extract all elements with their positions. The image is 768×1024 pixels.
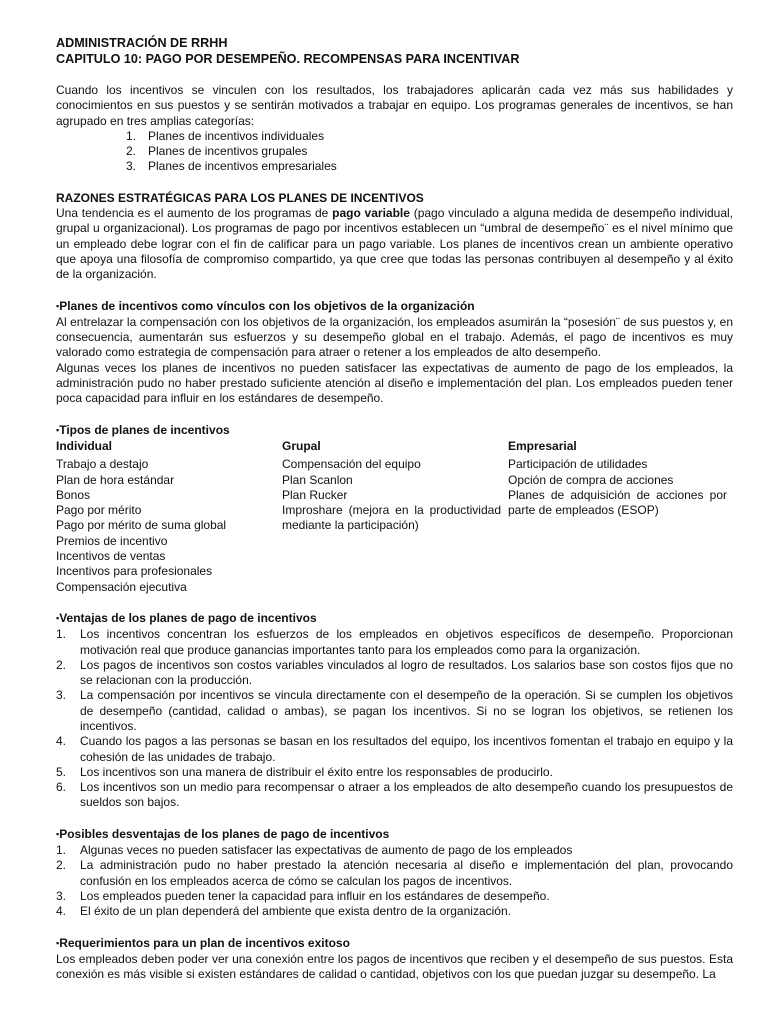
list-item: Incentivos para profesionales bbox=[56, 564, 213, 579]
pago-variable-term: pago variable bbox=[332, 206, 410, 221]
list-item: 3. Los empleados pueden tener la capacidad para influir en los estándares de desempeño. bbox=[56, 888, 550, 903]
vinculos-paragraph-2: Algunas veces los planes de incentivos no pueden satisfacer las expectativas de aumento de pago de los empleados, la administración pudo no haber prestado suficiente atención al diseño e implementación del plan. Los empleados pueden tener poca capacidad para influir en los estándares de desempeño. bbox=[56, 360, 733, 406]
list-item: Incentivos de ventas bbox=[56, 549, 166, 564]
bullet-icon: ▪ bbox=[56, 828, 60, 839]
intro-paragraph: Cuando los incentivos se vinculen con los resultados, los trabajadores aplicarán cada vez más sus habilidades y conocimientos en sus puestos y se sentirán motivados a trabajar en equipo. Los programas generales de incentivos, se han agrupado en tres amplias categorías: bbox=[56, 83, 733, 128]
list-item: 2. Planes de incentivos grupales bbox=[126, 144, 308, 159]
list-item: Pago por mérito bbox=[56, 503, 142, 518]
section-heading-vinculos: ▪Planes de incentivos como vínculos con los objetivos de la organización bbox=[56, 298, 475, 313]
list-item: Improshare (mejora en la productividad mediante la participación) bbox=[282, 503, 501, 533]
requerimientos-paragraph: Los empleados deben poder ver una conexión entre los pagos de incentivos que reciben y el desempeño de sus puestos. Esta conexión es más visible si existen estándares de calidad o cantidad, objetivos con los que puedan juzgar su desempeño. La bbox=[56, 951, 733, 982]
column-individual bbox=[56, 439, 281, 595]
list-item: Bonos bbox=[56, 487, 91, 502]
desventajas-list bbox=[56, 843, 733, 919]
section-heading-razones: RAZONES ESTRATÉGICAS PARA LOS PLANES DE INCENTIVOS bbox=[56, 190, 424, 205]
list-item: Planes de adquisición de acciones por parte de empleados (ESOP) bbox=[508, 487, 727, 518]
list-item: Plan Scanlon bbox=[282, 472, 353, 487]
list-item: Compensación del equipo bbox=[282, 457, 421, 472]
bullet-icon: ▪ bbox=[56, 612, 60, 623]
section-heading-ventajas: ▪Ventajas de los planes de pago de incentivos bbox=[56, 610, 317, 625]
list-item: 1. Los incentivos concentran los esfuerzos de los empleados en objetivos específicos de desempeño. Proporcionan motivación real que produce ganancias importantes tanto para los empleados como para la organización. bbox=[56, 627, 733, 657]
column-grupal bbox=[282, 439, 507, 595]
list-item: 5. Los incentivos son una manera de distribuir el éxito entre los responsables de producirlo. bbox=[56, 764, 553, 779]
list-item: 4. El éxito de un plan dependerá del ambiente que exista dentro de la organización. bbox=[56, 904, 511, 919]
list-item: Opción de compra de acciones bbox=[508, 472, 674, 487]
list-item: 3. La compensación por incentivos se vincula directamente con el desempeño de la operación. Si se cumplen los objetivos de desempeño (cantidad, calidad o ambas), se pagan los incentivos. Si no se logran los objetivos, se retienen los incentivos. bbox=[56, 688, 733, 733]
chapter-title: CAPITULO 10: PAGO POR DESEMPEÑO. RECOMPENSAS PARA INCENTIVAR bbox=[56, 52, 520, 66]
list-item: 6. Los incentivos son un medio para recompensar o atraer a los empleados de alto desempeño cuando los presupuestos de sueldos son bajos. bbox=[56, 780, 733, 810]
plan-types-table bbox=[56, 439, 733, 595]
razones-paragraph: Una tendencia es el aumento de los programas de pago variable (pago vinculado a alguna medida de desempeño individual, grupal u organizacional). Los programas de pago por incentivos establecen un “umbral de desempeño¨ es el nivel mínimo que un empleado debe lograr con el fin de calificar para un pago variable. Los planes de incentivos crean un ambiente operativo que apoya una filosofía de compromiso compartido, ya que cree que todas las personas contribuyen al desempeño y al éxito de la organización. bbox=[56, 206, 734, 282]
list-item: 4. Cuando los pagos a las personas se basan en los resultados del equipo, los incentivos fomentan el trabajo en equipo y la cohesión de las unidades de trabajo. bbox=[56, 734, 733, 764]
section-heading-tipos: ▪Tipos de planes de incentivos bbox=[56, 422, 230, 437]
list-item: 1. Algunas veces no pueden satisfacer las expectativas de aumento de pago de los empleados bbox=[56, 843, 573, 858]
bullet-icon: ▪ bbox=[56, 424, 60, 435]
column-empresarial bbox=[508, 439, 733, 595]
list-item: 1. Planes de incentivos individuales bbox=[126, 128, 325, 143]
list-item: Participación de utilidades bbox=[508, 457, 648, 472]
ventajas-list bbox=[56, 627, 733, 811]
list-item: Compensación ejecutiva bbox=[56, 579, 187, 594]
course-title: ADMINISTRACIÓN DE RRHH bbox=[56, 36, 228, 50]
column-header: Individual bbox=[56, 438, 113, 453]
list-item: 3. Planes de incentivos empresariales bbox=[126, 159, 337, 174]
list-item: Trabajo a destajo bbox=[56, 457, 149, 472]
section-heading-desventajas: ▪Posibles desventajas de los planes de pago de incentivos bbox=[56, 826, 390, 841]
list-item: 2. Los pagos de incentivos son costos variables vinculados al logro de resultados. Los salarios base son costos fijos que no se relacionan con la producción. bbox=[56, 657, 733, 688]
vinculos-paragraph-1: Al entrelazar la compensación con los objetivos de la organización, los empleados asumirán la “posesión¨ de sus puestos y, en consecuencia, aumentarán sus esfuerzos y su desempeño global en el trabajo. Además, el pago de incentivos es muy valorado como estrategia de compensación para atraer o retener a los empleados de alto desempeño. bbox=[56, 314, 733, 360]
bullet-icon: ▪ bbox=[56, 300, 60, 311]
list-item: Plan Rucker bbox=[282, 487, 348, 502]
document-page bbox=[56, 35, 733, 982]
list-item: Plan de hora estándar bbox=[56, 472, 175, 487]
section-heading-requerimientos: ▪Requerimientos para un plan de incentivos exitoso bbox=[56, 935, 350, 950]
categories-list bbox=[56, 129, 733, 175]
column-header: Empresarial bbox=[508, 438, 577, 453]
column-header: Grupal bbox=[282, 438, 321, 453]
list-item: Pago por mérito de suma global bbox=[56, 518, 227, 533]
list-item: 2. La administración pudo no haber prestado la atención necesaria al diseño e implementación del plan, provocando confusión en los empleados acerca de cómo se calculan los pagos de incentivos. bbox=[56, 858, 733, 888]
bullet-icon: ▪ bbox=[56, 937, 60, 948]
list-item: Premios de incentivo bbox=[56, 533, 168, 548]
